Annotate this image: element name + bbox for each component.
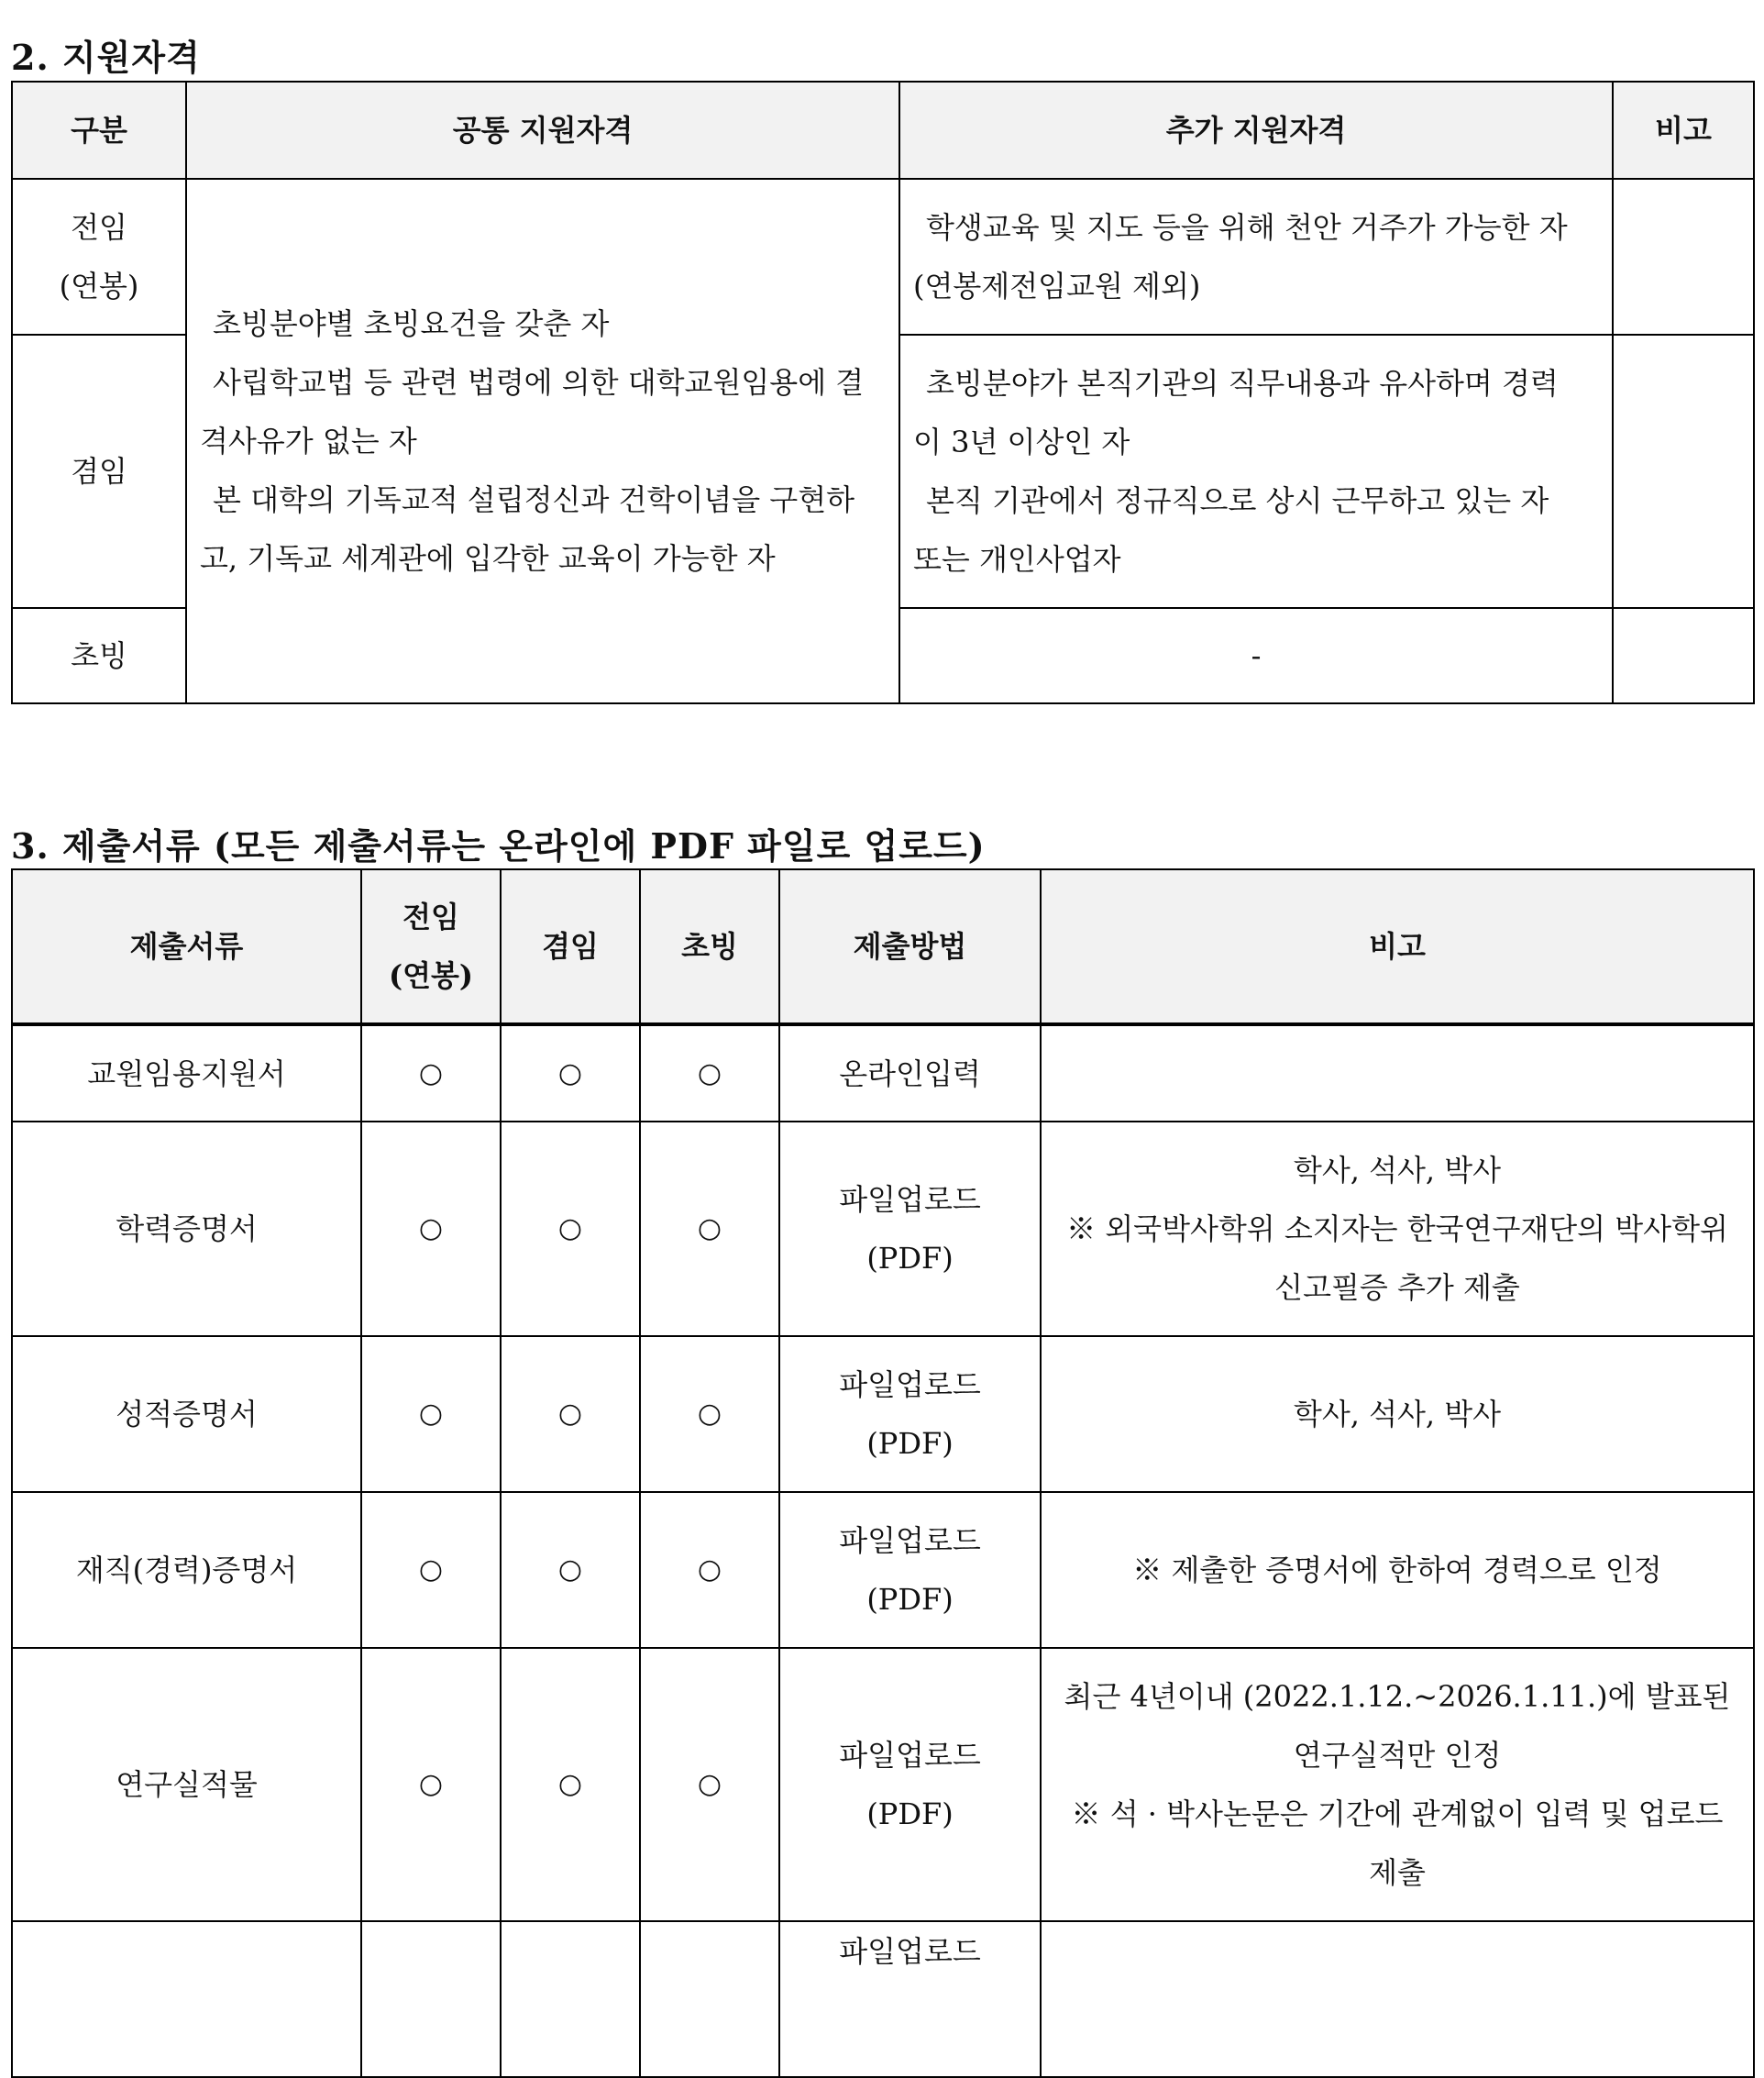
document-name: 교원임용지원서	[12, 1024, 361, 1122]
header-note: 비고	[1041, 869, 1754, 1024]
adjunct-mark: ○	[501, 1122, 640, 1336]
note-adjunct	[1613, 335, 1754, 608]
fulltime-mark: ○	[361, 1336, 501, 1492]
submission-method: 파일업로드 (PDF)	[779, 1648, 1041, 1921]
visiting-mark: ○	[640, 1122, 779, 1336]
header-fulltime: 전임 (연봉)	[361, 869, 501, 1024]
visiting-mark	[640, 1921, 779, 2077]
adjunct-mark: ○	[501, 1492, 640, 1648]
document-name: 연구실적물	[12, 1648, 361, 1921]
document-name: 재직(경력)증명서	[12, 1492, 361, 1648]
header-category: 구분	[12, 82, 186, 179]
document-note	[1041, 1921, 1754, 2077]
table-row	[12, 1336, 1754, 1492]
documents-table	[11, 868, 1755, 2078]
category-fulltime: 전임 (연봉)	[12, 179, 186, 335]
adjunct-mark: ○	[501, 1336, 640, 1492]
visiting-mark: ○	[640, 1336, 779, 1492]
document-note	[1041, 1024, 1754, 1122]
documents-header-row	[12, 869, 1754, 1024]
additional-fulltime: 학생교육 및 지도 등을 위해 천안 거주가 가능한 자 (연봉제전임교원 제외)	[899, 179, 1613, 335]
common-qualifications: 초빙분야별 초빙요건을 갖춘 자 사립학교법 등 관련 법령에 의한 대학교원임용에 결 격사유가 없는 자 본 대학의 기독교적 설립정신과 건학이념을 구현하 고, 기독교 세계관에 입각한 교육이 가능한 자	[186, 179, 899, 703]
fulltime-mark: ○	[361, 1122, 501, 1336]
note-visiting	[1613, 608, 1754, 703]
section-3-heading: 3. 제출서류 (모든 제출서류는 온라인에 PDF 파일로 업로드)	[11, 825, 986, 867]
document-note: 최근 4년이내 (2022.1.12.~2026.1.11.)에 발표된 연구실적만 인정 ※ 석 · 박사논문은 기간에 관계없이 입력 및 업로드 제출	[1041, 1648, 1754, 1921]
category-adjunct: 겸임	[12, 335, 186, 608]
submission-method: 파일업로드 (PDF)	[779, 1122, 1041, 1336]
adjunct-mark	[501, 1921, 640, 2077]
qualification-header-row	[12, 82, 1754, 179]
adjunct-mark: ○	[501, 1024, 640, 1122]
header-common: 공통 지원자격	[186, 82, 899, 179]
submission-method: 파일업로드	[779, 1921, 1041, 2077]
additional-visiting: -	[899, 608, 1613, 703]
document-name	[12, 1921, 361, 2077]
additional-adjunct: 초빙분야가 본직기관의 직무내용과 유사하며 경력 이 3년 이상인 자 본직 기관에서 정규직으로 상시 근무하고 있는 자 또는 개인사업자	[899, 335, 1613, 608]
qualification-table	[11, 81, 1755, 704]
table-row	[12, 1648, 1754, 1921]
qualification-row-fulltime	[12, 179, 1754, 335]
document-note: 학사, 석사, 박사	[1041, 1336, 1754, 1492]
submission-method: 파일업로드 (PDF)	[779, 1336, 1041, 1492]
section-2-heading: 2. 지원자격	[11, 37, 201, 78]
visiting-mark: ○	[640, 1648, 779, 1921]
category-visiting: 초빙	[12, 608, 186, 703]
header-note: 비고	[1613, 82, 1754, 179]
table-row	[12, 1122, 1754, 1336]
document-note: 학사, 석사, 박사 ※ 외국박사학위 소지자는 한국연구재단의 박사학위 신고필증 추가 제출	[1041, 1122, 1754, 1336]
submission-method: 온라인입력	[779, 1024, 1041, 1122]
header-adjunct: 겸임	[501, 869, 640, 1024]
document-name: 성적증명서	[12, 1336, 361, 1492]
fulltime-mark: ○	[361, 1492, 501, 1648]
table-row	[12, 1024, 1754, 1122]
visiting-mark: ○	[640, 1024, 779, 1122]
header-visiting: 초빙	[640, 869, 779, 1024]
fulltime-mark	[361, 1921, 501, 2077]
header-additional: 추가 지원자격	[899, 82, 1613, 179]
table-row	[12, 1492, 1754, 1648]
document-note: ※ 제출한 증명서에 한하여 경력으로 인정	[1041, 1492, 1754, 1648]
header-document: 제출서류	[12, 869, 361, 1024]
table-row	[12, 1921, 1754, 2077]
adjunct-mark: ○	[501, 1648, 640, 1921]
visiting-mark: ○	[640, 1492, 779, 1648]
header-method: 제출방법	[779, 869, 1041, 1024]
submission-method: 파일업로드 (PDF)	[779, 1492, 1041, 1648]
note-fulltime	[1613, 179, 1754, 335]
fulltime-mark: ○	[361, 1024, 501, 1122]
document-name: 학력증명서	[12, 1122, 361, 1336]
fulltime-mark: ○	[361, 1648, 501, 1921]
